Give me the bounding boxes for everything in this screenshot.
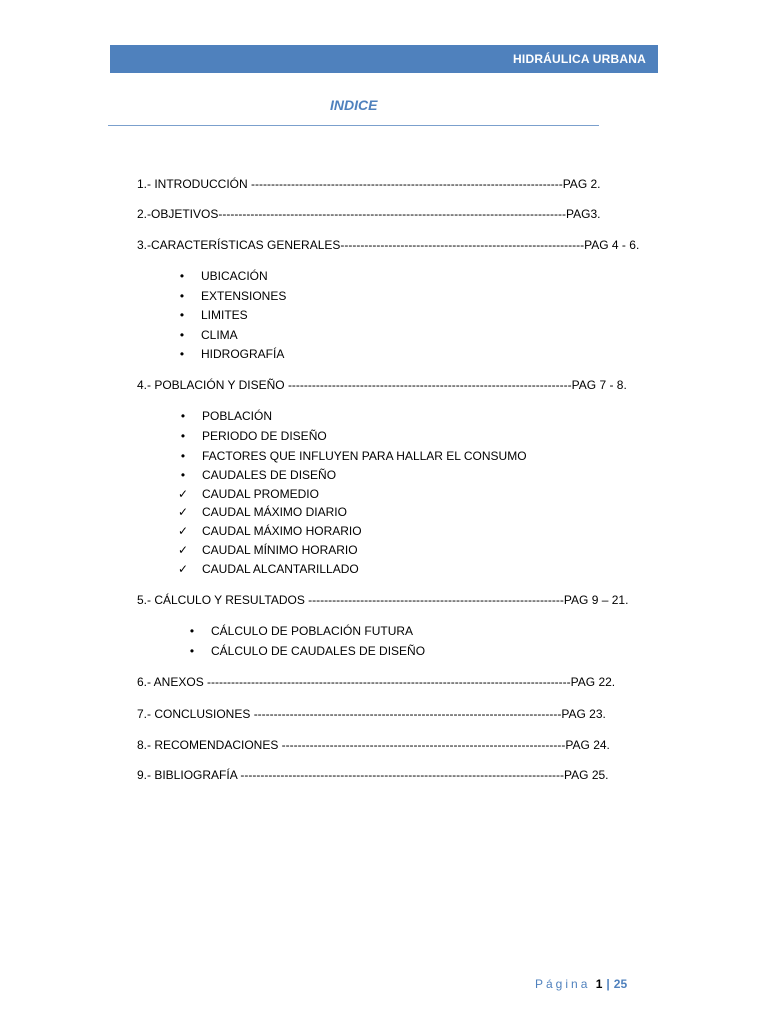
- check-icon: ✓: [177, 524, 189, 538]
- toc-entry-4: 4.- POBLACIÓN Y DISEÑO -----------------------------------------------------------------------PAG 7 - 8.: [137, 378, 627, 392]
- header-bar: [110, 45, 658, 73]
- toc-entry-7: 7.- CONCLUSIONES -----------------------------------------------------------------------------PAG 23.: [137, 707, 606, 721]
- bullet-icon: •: [180, 449, 186, 463]
- list-item: ✓ CAUDAL MÁXIMO HORARIO: [177, 524, 362, 538]
- page-separator: |: [606, 977, 610, 991]
- list-item: ✓ CAUDAL ALCANTARILLADO: [177, 562, 359, 576]
- list-item: • CÁLCULO DE CAUDALES DE DISEÑO: [211, 643, 425, 659]
- bullet-icon: •: [179, 269, 185, 283]
- check-icon: ✓: [177, 543, 189, 557]
- check-icon: ✓: [177, 487, 189, 501]
- list-item: • PERIODO DE DISEÑO: [202, 428, 327, 444]
- list-item: • CÁLCULO DE POBLACIÓN FUTURA: [211, 623, 413, 639]
- list-item: • LIMITES: [201, 307, 248, 323]
- bullet-icon: •: [179, 289, 185, 303]
- list-item: • HIDROGRAFÍA: [201, 346, 284, 362]
- toc-entry-8: 8.- RECOMENDACIONES -----------------------------------------------------------------------PAG 24.: [137, 738, 610, 752]
- bullet-icon: •: [189, 644, 195, 658]
- list-item: • FACTORES QUE INFLUYEN PARA HALLAR EL CONSUMO: [202, 448, 527, 464]
- header-title: HIDRÁULICA URBANA: [513, 52, 646, 66]
- page-label: Página: [535, 977, 591, 991]
- toc-entry-6: 6.- ANEXOS -------------------------------------------------------------------------------------------PAG 22.: [137, 675, 616, 689]
- list-item: • UBICACIÓN: [201, 268, 268, 284]
- page-title: INDICE: [330, 97, 378, 113]
- page-footer: [535, 977, 627, 991]
- bullet-icon: •: [180, 429, 186, 443]
- list-item: • EXTENSIONES: [201, 288, 286, 304]
- check-icon: ✓: [177, 562, 189, 576]
- toc-entry-5: 5.- CÁLCULO Y RESULTADOS ----------------------------------------------------------------PAG 9 – 21.: [137, 593, 629, 607]
- page-total: 25: [613, 977, 628, 991]
- check-icon: ✓: [177, 505, 189, 519]
- bullet-icon: •: [179, 308, 185, 322]
- list-item: • POBLACIÓN: [202, 408, 272, 424]
- list-item: ✓ CAUDAL PROMEDIO: [177, 487, 319, 501]
- list-item: • CAUDALES DE DISEÑO: [202, 467, 336, 483]
- toc-entry-9: 9.- BIBLIOGRAFÍA ---------------------------------------------------------------------------------PAG 25.: [137, 768, 609, 782]
- list-item: ✓ CAUDAL MÍNIMO HORARIO: [177, 543, 358, 557]
- bullet-icon: •: [179, 328, 185, 342]
- toc-entry-1: 1.- INTRODUCCIÓN ------------------------------------------------------------------------------PAG 2.: [137, 177, 601, 191]
- list-item: • CLIMA: [201, 327, 238, 343]
- title-divider: [108, 125, 599, 126]
- page-number: 1: [595, 977, 603, 991]
- bullet-icon: •: [180, 468, 186, 482]
- bullet-icon: •: [189, 624, 195, 638]
- toc-entry-3: 3.-CARACTERÍSTICAS GENERALES-------------------------------------------------------------PAG 4 - 6.: [137, 238, 640, 252]
- bullet-icon: •: [180, 409, 186, 423]
- bullet-icon: •: [179, 347, 185, 361]
- toc-entry-2: 2.-OBJETIVOS---------------------------------------------------------------------------------------PAG3.: [137, 207, 601, 221]
- list-item: ✓ CAUDAL MÁXIMO DIARIO: [177, 505, 347, 519]
